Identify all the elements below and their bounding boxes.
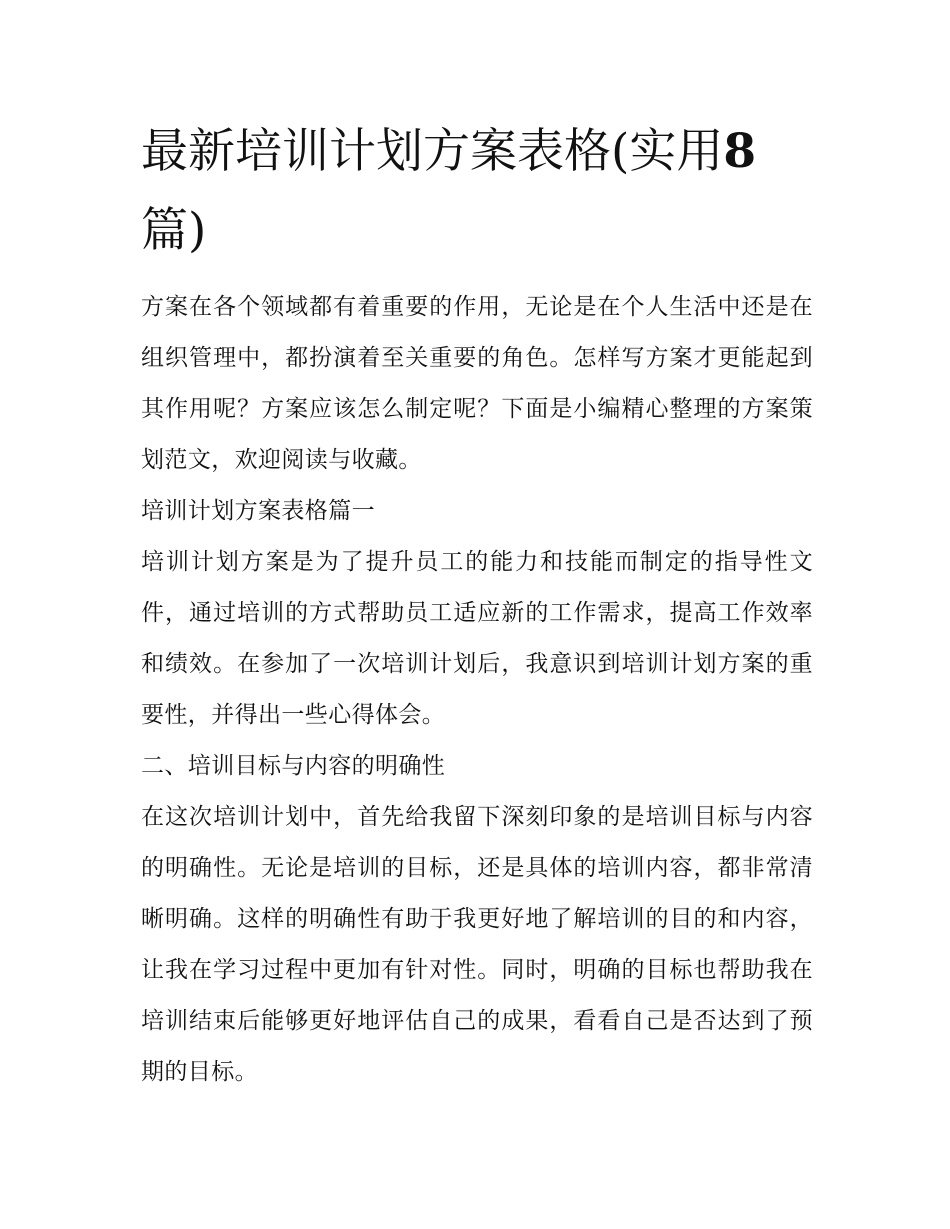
- body-paragraph: 在这次培训计划中，首先给我留下深刻印象的是培训目标与内容的明确性。无论是培训的目标，还是具体的培训内容，都非常清晰明确。这样的明确性有助于我更好地了解培训的目的和内容，让我在学习过程中更加有针对性。同时，明确的目标也帮助我在培训结束后能够更好地评估自己的成果，看看自己是否达到了预期的目标。: [141, 804, 813, 1085]
- document-title: [141, 112, 813, 270]
- body-paragraph: 培训计划方案是为了提升员工的能力和技能而制定的指导性文件，通过培训的方式帮助员工适应新的工作需求，提高工作效率和绩效。在参加了一次培训计划后，我意识到培训计划方案的重要性，并得出一些心得体会。: [141, 549, 813, 728]
- intro-paragraph: 方案在各个领域都有着重要的作用，无论是在个人生活中还是在组织管理中，都扮演着至关重要的角色。怎样写方案才更能起到其作用呢？方案应该怎么制定呢？下面是小编精心整理的方案策划范文，欢迎阅读与收藏。: [141, 294, 813, 473]
- document-page: [141, 112, 813, 1098]
- title-text-line2: 篇): [141, 203, 207, 258]
- title-number: 8: [723, 124, 757, 179]
- title-text: 最新培训计划方案表格(实用: [141, 124, 724, 179]
- section-heading: 培训计划方案表格篇一: [141, 498, 375, 524]
- section-heading: 二、培训目标与内容的明确性: [141, 753, 446, 779]
- document-body: [141, 282, 813, 1098]
